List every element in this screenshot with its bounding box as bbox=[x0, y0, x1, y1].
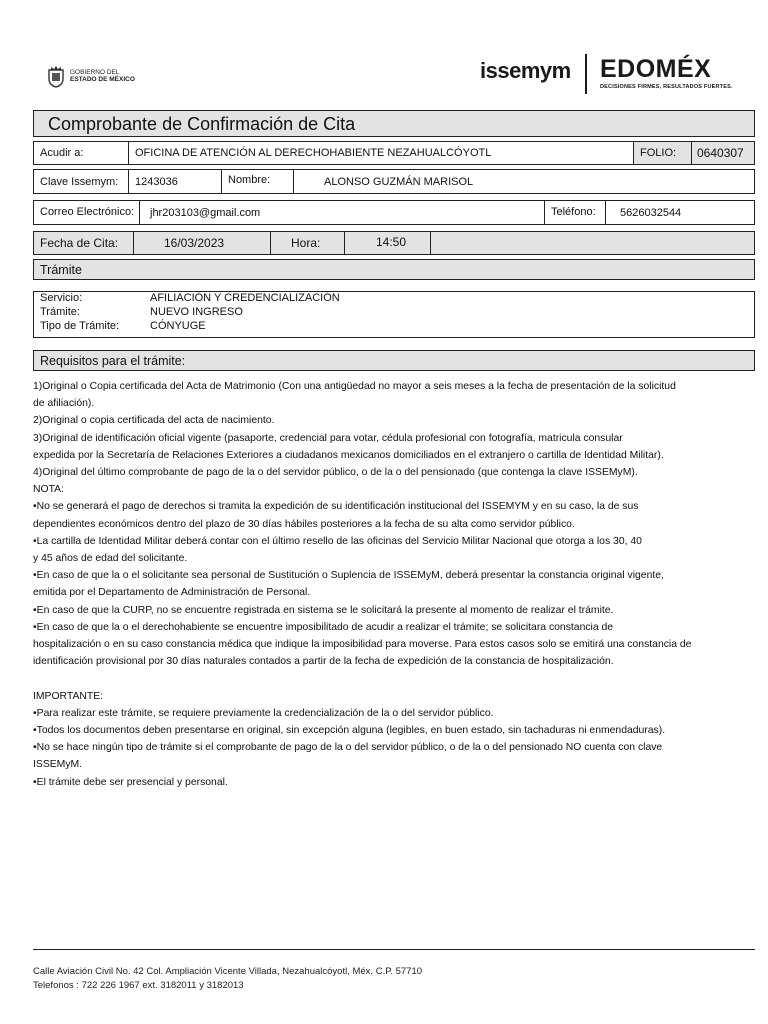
acudir-row bbox=[33, 141, 755, 165]
fecha-label: Fecha de Cita: bbox=[34, 232, 134, 254]
footer-divider bbox=[33, 949, 755, 950]
gov-line-2: ESTADO DE MÉXICO bbox=[70, 76, 135, 83]
folio-label: FOLIO: bbox=[634, 142, 692, 164]
tipo-label: Tipo de Trámite: bbox=[40, 320, 120, 332]
correo-value: jhr203103@gmail.com bbox=[140, 201, 545, 224]
document-title: Comprobante de Confirmación de Cita bbox=[48, 114, 356, 134]
footer-address: Calle Aviación Civil No. 42 Col. Ampliación Vicente Villada, Nezahualcóyotl, Méx. C.P. 57710 bbox=[33, 966, 423, 977]
document-title-bar bbox=[33, 110, 755, 137]
telefono-label: Teléfono: bbox=[545, 201, 606, 224]
requisito-line: •La cartilla de Identidad Militar deberá contar con el último resello de las oficinas del Servicio Militar Nacional que otorga a los 30, 40 bbox=[33, 535, 642, 547]
requisitos-text bbox=[33, 378, 733, 791]
requisito-line: •Para realizar este trámite, se requiere previamente la credencialización de la o del servidor público. bbox=[33, 707, 494, 719]
contacto-row bbox=[33, 200, 755, 225]
requisito-line: •Todos los documentos deben presentarse en original, sin excepción alguna (legibles, en buen estado, sin tachaduras ni enmendaduras). bbox=[33, 725, 666, 737]
requisito-line: •En caso de que la o el derechohabiente se encuentre imposibilitado de acudir a realizar el trámite; se solicitara constancia de bbox=[33, 621, 614, 633]
correo-label: Correo Electrónico: bbox=[34, 201, 140, 224]
tramite-section-title: Trámite bbox=[40, 263, 82, 277]
edomex-logo bbox=[600, 56, 733, 90]
requisitos-section-header bbox=[33, 350, 755, 371]
tramite-value: NUEVO INGRESO bbox=[150, 306, 243, 318]
requisito-line: NOTA: bbox=[33, 484, 64, 496]
footer bbox=[33, 965, 422, 993]
tramite-section-header bbox=[33, 259, 755, 280]
requisito-line: expedida por la Secretaría de Relaciones Exteriores a ciudadanos mexicanos domiciliados en el extranjero o cartilla de Identidad Militar). bbox=[33, 449, 664, 461]
requisito-line: IMPORTANTE: bbox=[33, 690, 104, 702]
hora-label: Hora: bbox=[271, 232, 345, 254]
clave-value: 1243036 bbox=[129, 170, 222, 193]
issemym-logo: issemym bbox=[480, 58, 571, 83]
hora-value: 14:50 bbox=[345, 232, 431, 254]
requisito-line: y 45 años de edad del solicitante. bbox=[33, 553, 188, 565]
state-crest-icon bbox=[46, 64, 66, 88]
edomex-tagline: DECISIONES FIRMES, RESULTADOS FUERTES. bbox=[600, 84, 733, 90]
tramite-details bbox=[33, 291, 755, 338]
gobierno-logo bbox=[46, 64, 135, 88]
logo-divider bbox=[585, 54, 587, 94]
requisito-line: dependientes económicos dentro del plazo de 30 días hábiles posteriores a la fecha de su alta como servidor público. bbox=[33, 518, 575, 530]
requisito-line: 1)Original o Copia certificada del Acta de Matrimonio (Con una antigüedad no mayor a seis meses a la fecha de presentación de la solicitud bbox=[33, 381, 676, 392]
requisito-line: •El trámite debe ser presencial y personal. bbox=[33, 776, 228, 788]
tipo-value: CÓNYUGE bbox=[150, 320, 206, 332]
requisito-line: emitida por el Departamento de Administración de Personal. bbox=[33, 587, 311, 599]
tramite-label: Trámite: bbox=[40, 306, 80, 318]
acudir-value: OFICINA DE ATENCIÓN AL DERECHOHABIENTE NEZAHUALCÓYOTL bbox=[129, 142, 634, 164]
clave-label: Clave Issemym: bbox=[34, 170, 129, 193]
nombre-label: Nombre: bbox=[222, 170, 294, 193]
requisito-line: hospitalización o en su caso constancia médica que indique la imposibilidad para moverse. Para estos casos solo se emitirá una constancia de bbox=[33, 639, 692, 651]
requisito-line: •En caso de que la CURP, no se encuentre registrada en sistema se le solicitará la presente al momento de realizar el trámite. bbox=[33, 604, 614, 616]
requisitos-section-title: Requisitos para el trámite: bbox=[40, 354, 186, 368]
fecha-value: 16/03/2023 bbox=[134, 232, 271, 254]
folio-value: 0640307 bbox=[692, 142, 754, 164]
cita-empty-cell bbox=[431, 232, 754, 254]
nombre-value: ALONSO GUZMÁN MARISOL bbox=[324, 175, 474, 188]
requisito-line: identificación provisional por 30 días naturales contados a partir de la fecha de expedición de la constancia de hospitalización. bbox=[33, 656, 614, 668]
requisito-line: •En caso de que la o el solicitante sea personal de Sustitución o Suplencia de ISSEMyM, deberá presentar la constancia original vigente, bbox=[33, 570, 664, 582]
requisito-line: 3)Original de identificación oficial vigente (pasaporte, credencial para votar, cédula profesional con fotografía, matricula consular bbox=[33, 432, 623, 444]
requisito-line: 2)Original o copia certificada del acta de nacimiento. bbox=[33, 415, 275, 427]
acudir-label: Acudir a: bbox=[34, 142, 129, 164]
requisito-line bbox=[33, 670, 733, 687]
cita-row bbox=[33, 231, 755, 255]
telefono-value: 5626032544 bbox=[620, 206, 682, 219]
gov-line-1: GOBIERNO DEL bbox=[70, 69, 120, 76]
requisito-line: ISSEMyM. bbox=[33, 759, 83, 771]
servicio-label: Servicio: bbox=[40, 292, 83, 304]
requisito-line: de afiliación). bbox=[33, 398, 95, 410]
edomex-wordmark: EDOMÉX bbox=[600, 55, 712, 83]
servicio-value: AFILIACIÓN Y CREDENCIALIZACIÓN bbox=[150, 292, 340, 304]
requisito-line: •No se generará el pago de derechos si tramita la expedición de su identificación institucional del ISSEMYM y en su caso, la de sus bbox=[33, 501, 639, 513]
requisito-line: •No se hace ningún tipo de trámite si el comprobante de pago de la o del servidor público, o de la o del pensionado NO cuenta con clave bbox=[33, 742, 663, 754]
clave-row bbox=[33, 169, 755, 194]
footer-phones: Telefonos : 722 226 1967 ext. 3182011 y 3182013 bbox=[33, 980, 244, 991]
requisito-line: 4)Original del último comprobante de pago de la o del servidor público, o de la o del pensionado (que contenga la clave ISSEMyM). bbox=[33, 467, 638, 479]
